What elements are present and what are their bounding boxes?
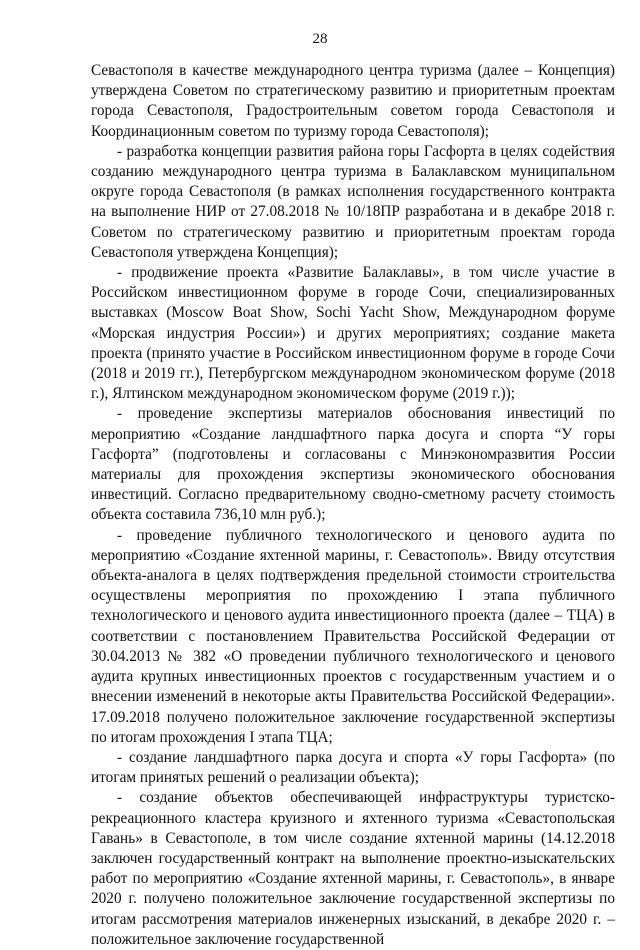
paragraph-concept-approval: Севастополя в качестве международного центра туризма (далее – Концепция) утверждена Советом по стратегическому развитию и приоритетным проектам города Севастополя, Градостроительным советом города Севастополя и Координационным советом по туризму города Севастополя); (91, 62, 615, 140)
list-item-gasfort-concept: - разработка концепции развития района горы Гасфорта в целях содействия созданию международного центра туризма в Балаклавском муниципальном округе города Севастополя (в рамках исполнения государственного контракта на выполнение НИР от 27.08.2018 № 10/18ПР разработана и в декабре 2018 г. Советом по стратегическому развитию и приоритетным проектам города Севастополя утверждена Концепция); (91, 142, 615, 261)
list-item-balaklava-promotion: - продвижение проекта «Развитие Балаклавы», в том числе участие в Российском инвестиционном форуме в городе Сочи, специализированных выставках (Moscow Boat Show, Sochi Yacht Show, Международном форуме «Морская индустрия России») и других мероприятиях; создание макета проекта (принято участие в Российском инвестиционном форуме в городе Сочи (2018 и 2019 гг.), Петербургском международном экономическом форуме (2018 г.), Ялтинском международном экономическом форуме (2019 г.)); (91, 264, 615, 403)
list-item-investment-expertise: - проведение экспертизы материалов обоснования инвестиций по мероприятию «Создание ландшафтного парка досуга и спорта “У горы Гасфорта” (подготовлены и согласованы с Минэкономразвития России материалы для прохождения экспертизы экономического обоснования инвестиций. Согласно предварительному сводно-сметному расчету стоимость объекта составила 736,10 млн руб.); (91, 405, 615, 524)
list-item-public-audit: - проведение публичного технологического и ценового аудита по мероприятию «Создание яхтенной марины, г. Севастополь». Ввиду отсутствия объекта-аналога в целях подтверждения предельной стоимости строительства осуществлены мероприятия по прохождению I этапа публичного технологического и ценового аудита инвестиционного проекта (далее – ТЦА) в соответствии с постановлением Правительства Российской Федерации от 30.04.2013 № 382 «О проведении публичного технологического и ценового аудита крупных инвестиционных проектов с государственным участием и о внесении изменений в некоторые акты Правительства Российской Федерации». 17.09.2018 получено положительное заключение государственной экспертизы по итогам прохождения I этапа ТЦА; (91, 526, 615, 746)
list-item-infrastructure: - создание объектов обеспечивающей инфраструктуры туристско-рекреационного кластера круизного и яхтенного туризма «Севастопольская Гавань» в Севастополе, в том числе создание яхтенной марины (14.12.2018 заключен государственный контракт на выполнение проектно-изыскательских работ по мероприятию «Создание яхтенной марины, г. Севастополь», в январе 2020 г. получено положительное заключение государственной экспертизы по итогам рассмотрения материалов инженерных изысканий, в декабре 2020 г. – положительное заключение государственной (91, 789, 615, 948)
list-item-landscape-park: - создание ландшафтного парка досуга и спорта «У горы Гасфорта» (по итогам принятых решений о реализации объекта); (91, 748, 615, 787)
document-body (91, 61, 615, 950)
page-number: 28 (312, 31, 328, 47)
